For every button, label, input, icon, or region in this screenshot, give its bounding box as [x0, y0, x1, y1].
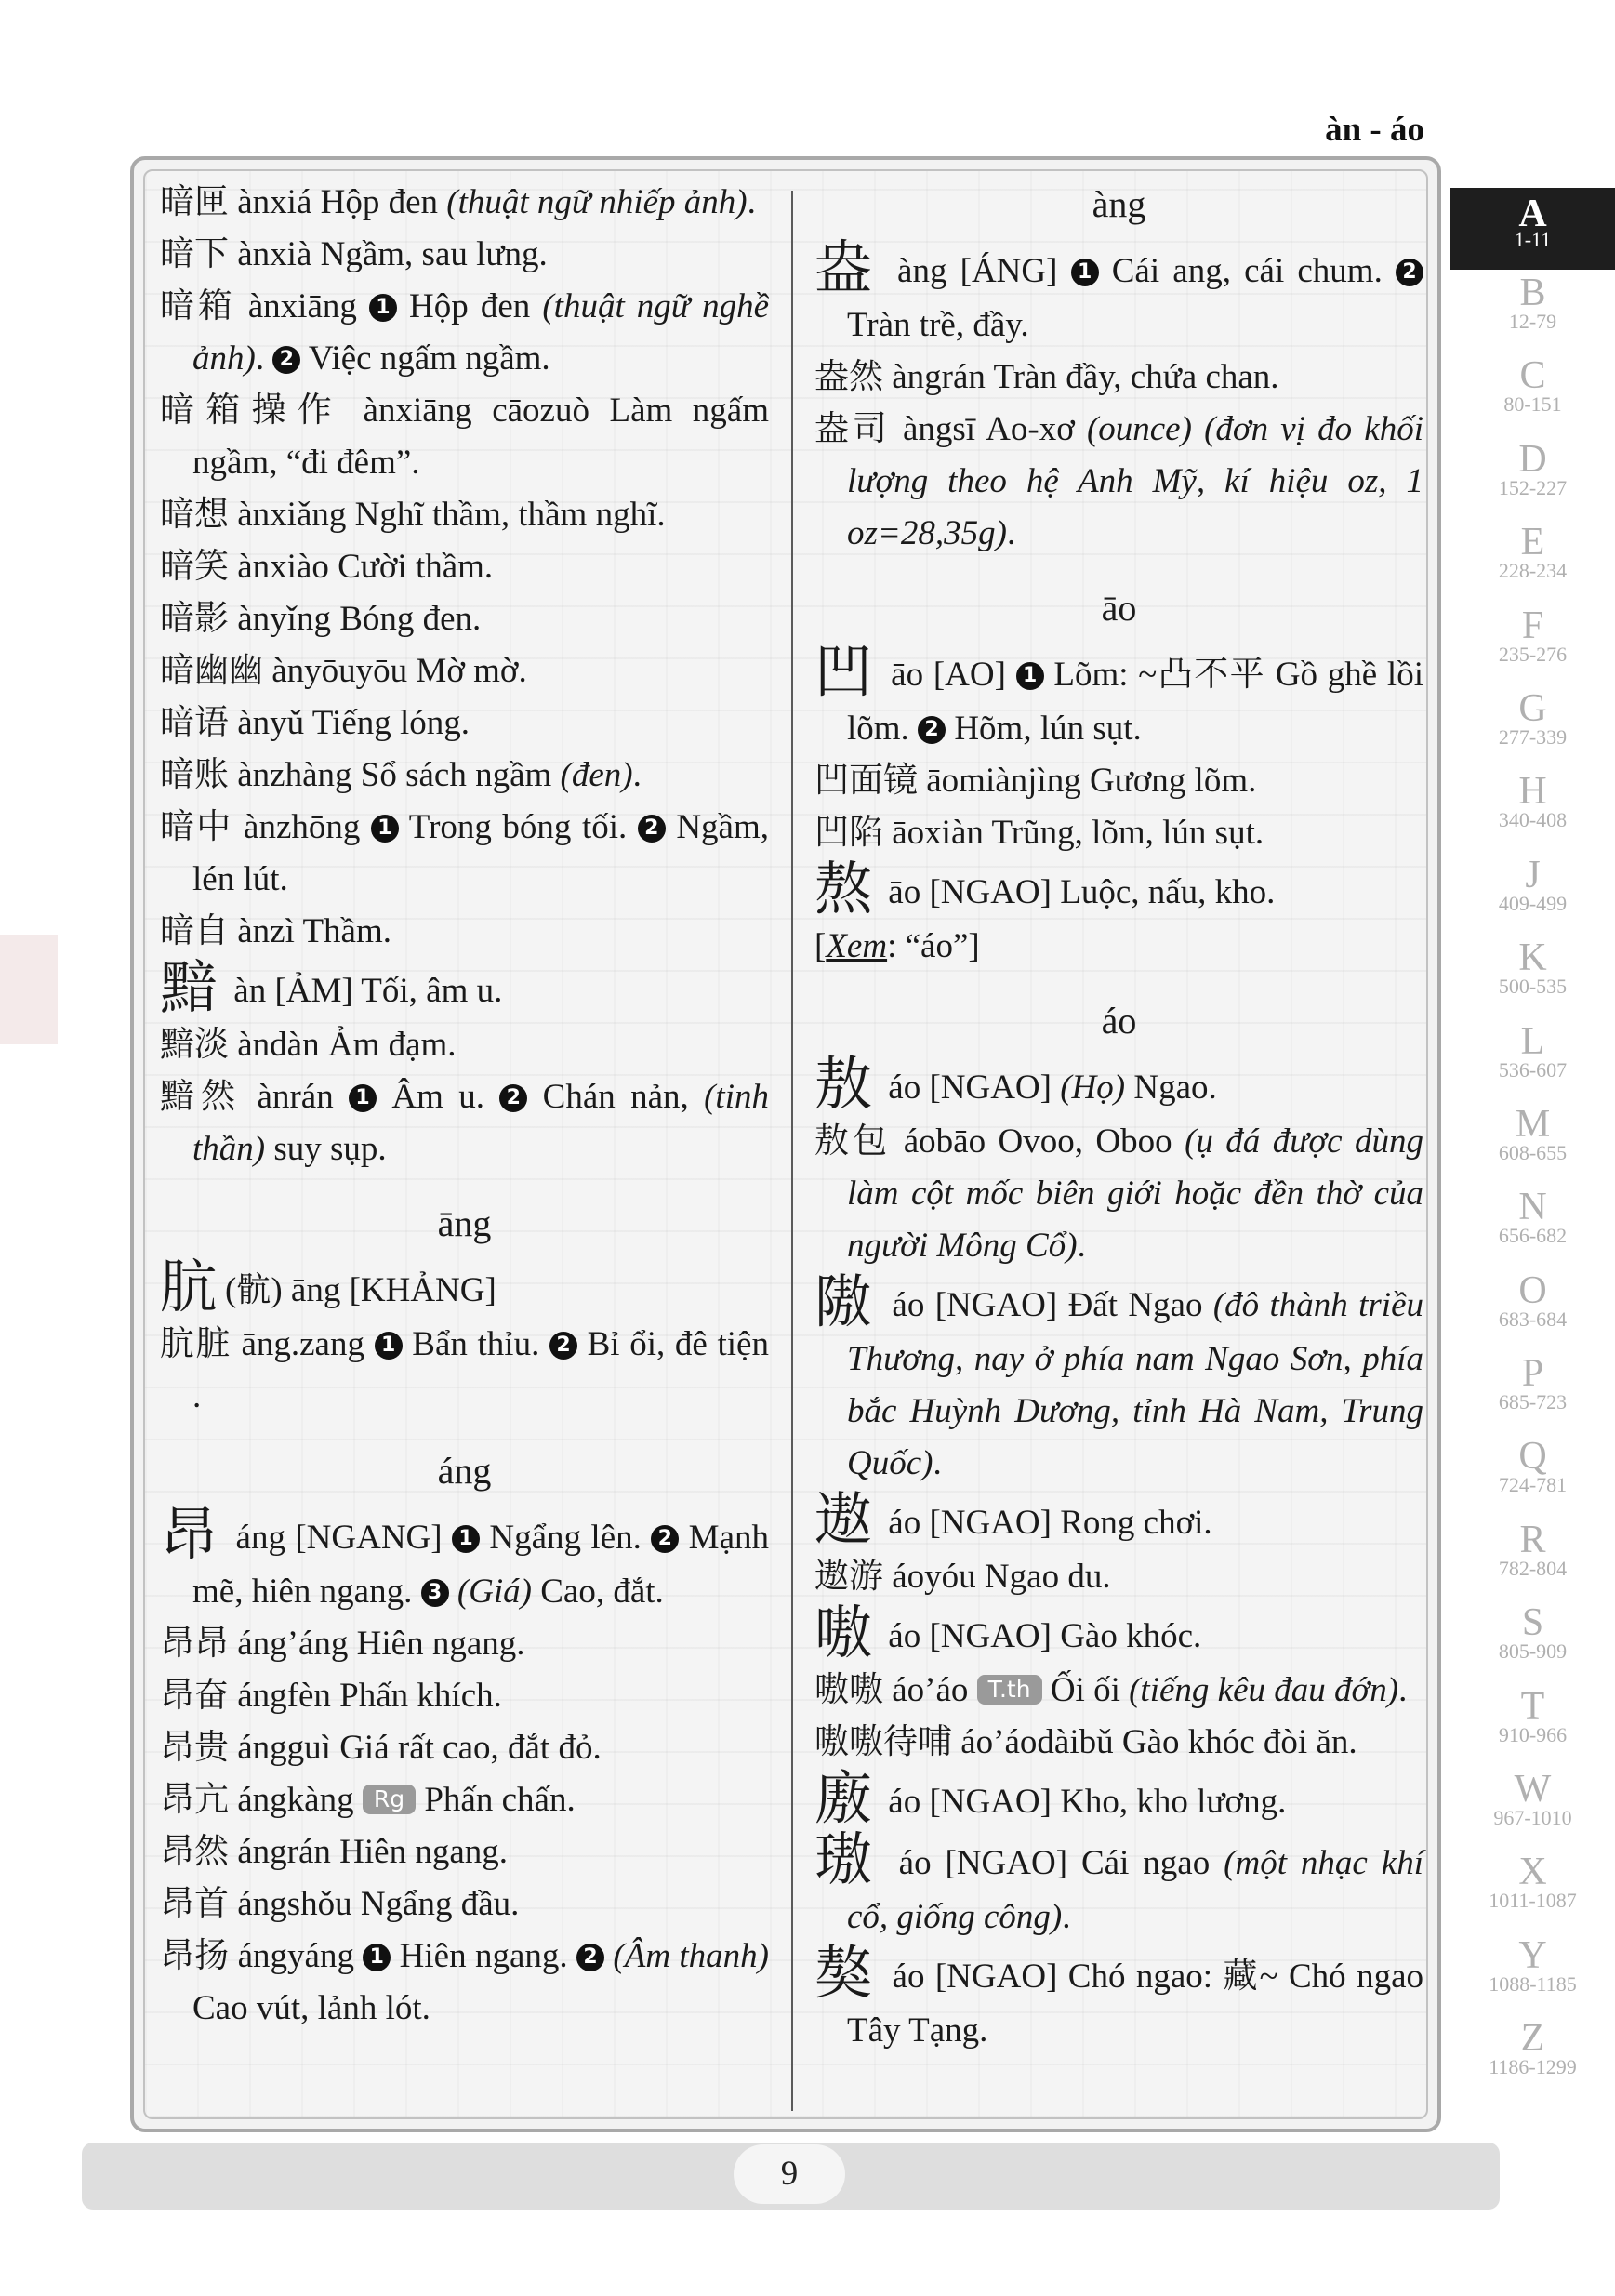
- entry-text: áo [NGAO]: [880, 1068, 1061, 1107]
- section-heading: áo: [1101, 1000, 1137, 1042]
- letter-tab-j[interactable]: [1450, 852, 1615, 935]
- letter-tab-w[interactable]: [1450, 1766, 1615, 1849]
- entry-text: 暗影 ànyǐng Bóng đen.: [160, 600, 482, 638]
- entry-text: .: [1062, 1898, 1071, 1936]
- dictionary-entry: [814, 404, 1423, 560]
- usage-tag: T.th: [977, 1675, 1042, 1705]
- entry-text: áo [NGAO] Rong chơi.: [880, 1504, 1212, 1542]
- letter-tab-letter: H: [1518, 770, 1547, 814]
- headword-character: 廒: [814, 1768, 873, 1831]
- dictionary-entry: [814, 1665, 1423, 1717]
- letter-tab-letter: R: [1519, 1518, 1546, 1561]
- letter-tab-c[interactable]: [1450, 352, 1615, 435]
- letter-tab-r[interactable]: [1450, 1517, 1615, 1599]
- entry-text: [604, 1937, 613, 1975]
- letter-tab-letter: O: [1518, 1268, 1547, 1312]
- dictionary-entry: [160, 1319, 769, 1423]
- headword-character: 獒: [814, 1943, 875, 2006]
- entry-text: Hõm, lún sụt.: [946, 710, 1142, 748]
- dictionary-entry: [814, 1551, 1423, 1603]
- entry-note: (thuật ngữ nhiếp ảnh): [446, 183, 748, 221]
- sense-number-badge: 1: [369, 294, 397, 322]
- dictionary-entry: [814, 352, 1423, 404]
- letter-tab-letter: D: [1518, 437, 1547, 481]
- entry-note: (Họ): [1060, 1068, 1126, 1107]
- letter-tab-letter: Y: [1518, 1933, 1547, 1977]
- letter-tab-o[interactable]: [1450, 1267, 1615, 1350]
- entry-text: suy sụp.: [265, 1130, 387, 1168]
- letter-tab-page-range: 1011-1087: [1489, 1889, 1577, 1913]
- letter-tab-a[interactable]: [1450, 188, 1615, 270]
- left-column: [160, 177, 769, 2035]
- headword-character: 昂: [160, 1504, 219, 1567]
- entry-text: áo [NGAO] Đất Ngao: [881, 1286, 1213, 1324]
- dictionary-entry: [814, 1717, 1423, 1769]
- letter-tab-page-range: 805-909: [1498, 1639, 1568, 1664]
- letter-tab-f[interactable]: [1450, 603, 1615, 685]
- entry-note: (thuật ngữ nghề ảnh): [192, 287, 769, 378]
- sense-number-badge: 1: [363, 1944, 391, 1971]
- letter-tab-letter: W: [1514, 1768, 1552, 1812]
- dictionary-entry: [160, 177, 769, 229]
- letter-tab-m[interactable]: [1450, 1101, 1615, 1184]
- letter-tab-page-range: 340-408: [1498, 808, 1568, 832]
- entry-text: .: [632, 756, 642, 794]
- headword-character: 敖: [814, 1054, 873, 1117]
- entry-text: Ngao.: [1125, 1068, 1217, 1107]
- entry-text: (骯) āng [KHẢNG]: [225, 1271, 496, 1309]
- entry-text: Chán nản,: [527, 1078, 705, 1116]
- dictionary-entry: [814, 921, 1423, 973]
- entry-text: [: [814, 927, 827, 965]
- dictionary-entry: [814, 807, 1423, 859]
- dictionary-entry: [160, 541, 769, 593]
- letter-tab-y[interactable]: [1450, 1932, 1615, 2015]
- entry-text: 暗账 ànzhàng Sổ sách ngầm: [160, 756, 561, 794]
- dictionary-entry: [814, 1490, 1423, 1551]
- letter-tab-page-range: 536-607: [1498, 1057, 1568, 1082]
- entry-text: 敖包 áobāo Ovoo, Oboo: [814, 1122, 1185, 1161]
- dictionary-entry: [814, 1055, 1423, 1116]
- sense-number-badge: 2: [651, 1525, 679, 1553]
- entry-text: Việc ngấm ngầm.: [300, 339, 550, 378]
- sense-number-badge: 2: [638, 815, 666, 843]
- sense-number-badge: 1: [1071, 259, 1099, 286]
- letter-tab-s[interactable]: [1450, 1599, 1615, 1682]
- section-heading: àng: [1092, 183, 1146, 225]
- dictionary-entry: [814, 1769, 1423, 1830]
- entry-text: 遨游 áoyóu Ngao du.: [814, 1558, 1111, 1596]
- entry-text: Ngẩng lên.: [480, 1519, 652, 1557]
- dictionary-entry: [160, 906, 769, 958]
- entry-text: 盎司 àngsī Ao-xơ: [814, 410, 1087, 448]
- entry-text: 凹陷 āoxiàn Trũng, lõm, lún sụt.: [814, 814, 1264, 852]
- letter-tab-letter: Z: [1520, 2017, 1545, 2061]
- dictionary-entry: [160, 1670, 769, 1722]
- letter-tab-x[interactable]: [1450, 1849, 1615, 1931]
- dictionary-entry: [160, 1826, 769, 1878]
- dictionary-entry: [160, 1019, 769, 1071]
- letter-tab-page-range: 1186-1299: [1489, 2055, 1577, 2079]
- entry-text: 昂然 ángrán Hiên ngang.: [160, 1833, 509, 1871]
- entry-text: 昂首 ángshǒu Ngẩng đầu.: [160, 1885, 520, 1923]
- headword-character: 隞: [814, 1271, 875, 1334]
- dictionary-entry: [814, 859, 1423, 921]
- entry-text: Tràn trề, đầy.: [847, 306, 1029, 344]
- letter-tab-letter: G: [1518, 686, 1547, 730]
- sense-number-badge: 1: [1016, 662, 1044, 690]
- headword-character: 熬: [814, 858, 873, 922]
- sense-number-badge: 1: [452, 1525, 480, 1553]
- sense-number-badge: 1: [375, 1332, 403, 1360]
- letter-tab-g[interactable]: [1450, 685, 1615, 768]
- letter-tab-letter: Q: [1518, 1435, 1547, 1479]
- letter-tab-h[interactable]: [1450, 768, 1615, 851]
- letter-tab-page-range: 80-151: [1503, 392, 1562, 417]
- entry-note: (đô thành triều Thương, nay ở phía nam Ngao Sơn, phía bắc Huỳnh Dương, tỉnh Hà Nam, Trung Quốc): [847, 1286, 1423, 1482]
- entry-text: Bẩn thỉu.: [402, 1325, 549, 1363]
- entry-text: : “áo”]: [887, 927, 980, 965]
- usage-tag: Rg: [363, 1785, 416, 1814]
- dictionary-entry: [160, 1071, 769, 1175]
- letter-tab-page-range: 685-723: [1498, 1390, 1568, 1414]
- dictionary-entry: [160, 281, 769, 385]
- letter-tab-page-range: 12-79: [1508, 310, 1557, 333]
- letter-tab-letter: X: [1518, 1851, 1547, 1894]
- letter-tab-letter: N: [1518, 1186, 1547, 1229]
- entry-text: .: [1398, 1671, 1408, 1709]
- dictionary-entry: [160, 645, 769, 697]
- letter-tab-z[interactable]: [1450, 2015, 1615, 2098]
- letter-tab-t[interactable]: [1450, 1683, 1615, 1766]
- entry-text: 盎然 àngrán Tràn đầy, chứa chan.: [814, 358, 1279, 396]
- entry-text: Cao, đắt.: [531, 1573, 664, 1611]
- dictionary-entry: [814, 1603, 1423, 1665]
- entry-text: áo [NGAO] Kho, kho lương.: [880, 1783, 1287, 1821]
- entry-text: áo [NGAO] Cái ngao: [884, 1844, 1224, 1882]
- letter-tab-letter: A: [1518, 192, 1547, 235]
- headword-character: 遨: [814, 1489, 873, 1552]
- entry-text: 昂昂 áng’áng Hiên ngang.: [160, 1625, 525, 1663]
- right-column: [814, 177, 1423, 2057]
- dictionary-entry: [814, 642, 1423, 755]
- entry-text: áo [NGAO] Gào khóc.: [880, 1617, 1202, 1655]
- letter-tab-letter: P: [1521, 1352, 1544, 1396]
- sense-number-badge: 2: [272, 346, 300, 374]
- dictionary-entry: [160, 385, 769, 489]
- letter-tab-b[interactable]: [1450, 270, 1615, 352]
- sense-number-badge: 2: [549, 1332, 577, 1360]
- letter-tab-n[interactable]: [1450, 1184, 1615, 1267]
- headword-character: 凹: [814, 641, 874, 704]
- entry-text: 暗箱 ànxiāng: [160, 287, 369, 325]
- entry-text: Hiên ngang.: [391, 1937, 577, 1975]
- letter-tab-page-range: 782-804: [1498, 1556, 1568, 1580]
- entry-text: 肮脏 āng.zang: [160, 1325, 375, 1363]
- entry-text: 暗幽幽 ànyōuyōu Mờ mờ.: [160, 652, 527, 690]
- entry-text: Bỉ ổi, đê tiện .: [192, 1325, 769, 1415]
- entry-note: (ounce) (đơn vị đo khối lượng theo hệ Anh Mỹ, kí hiệu oz, 1 oz=28,35g): [847, 410, 1424, 552]
- letter-tab-e[interactable]: [1450, 519, 1615, 602]
- letter-tab-page-range: 608-655: [1498, 1140, 1568, 1164]
- sense-number-badge: 2: [918, 716, 946, 744]
- entry-text: 黯然 ànrán: [160, 1078, 350, 1116]
- entry-note: (Giá): [457, 1573, 532, 1611]
- entry-text: 昂贵 ángguì Giá rất cao, đắt đỏ.: [160, 1729, 602, 1767]
- entry-text: Trong bóng tối.: [398, 808, 638, 846]
- sense-number-badge: 3: [421, 1579, 449, 1607]
- entry-text: .: [747, 183, 756, 221]
- sense-number-badge: 2: [499, 1084, 527, 1112]
- side-edge-mark: [0, 935, 58, 1044]
- entry-text: Cái ang, cái chum.: [1098, 252, 1396, 290]
- dictionary-entry: [814, 238, 1423, 352]
- entry-text: 暗语 ànyǔ Tiếng lóng.: [160, 704, 470, 742]
- entry-note: (Âm thanh): [613, 1937, 769, 1975]
- letter-tab-page-range: 910-966: [1498, 1722, 1568, 1746]
- page-header-range: àn - áo: [1325, 111, 1424, 149]
- letter-tab-q[interactable]: [1450, 1433, 1615, 1516]
- letter-tab-letter: J: [1525, 853, 1541, 896]
- letter-tab-page-range: 228-234: [1498, 559, 1568, 583]
- entry-text: Âm u.: [377, 1078, 500, 1116]
- dictionary-entry: [160, 1878, 769, 1931]
- dictionary-entry: [814, 1944, 1423, 2057]
- entry-text: Lõm: ~凸不平 Gồ ghề lồi lõm.: [847, 656, 1423, 748]
- entry-text: 嗷嗷待哺 áo’áodàibǔ Gào khóc đòi ăn.: [814, 1723, 1357, 1761]
- entry-text: áng [NGANG]: [226, 1519, 452, 1557]
- entry-text: áo [NGAO] Chó ngao: 藏~ Chó ngao Tây Tạng.: [847, 1958, 1423, 2050]
- entry-text: 昂亢 ángkàng: [160, 1781, 363, 1819]
- letter-tab-page-range: 1-11: [1514, 228, 1552, 251]
- dictionary-entry: [160, 1722, 769, 1774]
- entry-text: Cao vút, lảnh lót.: [192, 1989, 430, 2027]
- entry-note: (tiếng kêu đau đớn): [1129, 1671, 1399, 1709]
- entry-note: (đen): [560, 756, 633, 794]
- entry-text: àn [ẢM] Tối, âm u.: [225, 972, 503, 1010]
- sense-number-badge: 1: [349, 1084, 377, 1112]
- entry-text: Mạnh mẽ, hiên ngang.: [192, 1519, 769, 1611]
- dictionary-entry: [160, 489, 769, 541]
- entry-text: Ngầm, lén lút.: [192, 808, 769, 898]
- letter-tab-letter: L: [1520, 1019, 1545, 1063]
- dictionary-entry: [160, 1618, 769, 1670]
- entry-text: 嗷嗷 áo’áo: [814, 1671, 977, 1709]
- entry-text: 昂扬 ángyáng: [160, 1937, 364, 1975]
- column-divider: [791, 191, 793, 2111]
- page-number: 9: [734, 2144, 845, 2204]
- entry-text: 暗下 ànxià Ngầm, sau lưng.: [160, 235, 548, 273]
- entry-note: (tinh thần): [192, 1078, 769, 1168]
- letter-tab-page-range: 683-684: [1498, 1307, 1568, 1331]
- letter-tab-letter: M: [1515, 1102, 1551, 1146]
- entry-note: (một nhạc khí cổ, giống công): [847, 1844, 1424, 1936]
- entry-text: 黯淡 àndàn Ảm đạm.: [160, 1026, 457, 1064]
- dictionary-entry: [814, 1116, 1423, 1272]
- entry-text: āo [NGAO] Luộc, nấu, kho.: [880, 873, 1276, 911]
- letter-tab-page-range: 409-499: [1498, 891, 1568, 915]
- entry-text: .: [1006, 514, 1016, 552]
- entry-text: 凹面镜 āomiànjìng Gương lõm.: [814, 762, 1257, 800]
- headword-character: 盎: [814, 237, 877, 300]
- entry-text: 昂奋 ángfèn Phấn khích.: [160, 1677, 502, 1715]
- dictionary-entry: [160, 229, 769, 281]
- letter-tab-p[interactable]: [1450, 1350, 1615, 1433]
- entry-text: Ối ối: [1041, 1671, 1130, 1709]
- letter-tab-letter: K: [1518, 936, 1547, 980]
- entry-text: .: [1077, 1227, 1086, 1265]
- entry-text: 暗想 ànxiǎng Nghĩ thầm, thầm nghĩ.: [160, 496, 666, 534]
- cross-reference-label: Xem: [826, 927, 888, 965]
- dictionary-entry: [160, 958, 769, 1019]
- letter-tab-page-range: 724-781: [1498, 1473, 1568, 1497]
- letter-tab-letter: T: [1520, 1684, 1545, 1728]
- letter-tab-letter: C: [1519, 354, 1546, 398]
- headword-character: 璈: [814, 1829, 878, 1892]
- entry-text: Phấn chấn.: [416, 1781, 576, 1819]
- section-heading: áng: [437, 1450, 492, 1492]
- entry-text: Hộp đen: [396, 287, 543, 325]
- letter-tab-page-range: 152-227: [1498, 475, 1568, 499]
- entry-text: àng [ÁNG]: [883, 252, 1071, 290]
- entry-text: [449, 1573, 457, 1611]
- sense-number-badge: 2: [576, 1944, 604, 1971]
- entry-text: āo [AO]: [880, 656, 1016, 694]
- letter-tab-page-range: 656-682: [1498, 1224, 1568, 1248]
- entry-note: (ụ đá được dùng làm cột mốc biên giới hoặc đền thờ của người Mông Cổ): [847, 1122, 1423, 1265]
- dictionary-entry: [160, 1505, 769, 1618]
- letter-tab-letter: B: [1519, 272, 1546, 314]
- section-heading: āo: [1101, 587, 1137, 629]
- dictionary-entry: [160, 697, 769, 750]
- letter-tab-page-range: 277-339: [1498, 724, 1568, 749]
- letter-tab-letter: S: [1521, 1601, 1544, 1645]
- dictionary-entry: [814, 1272, 1423, 1490]
- letter-tab-page-range: 500-535: [1498, 975, 1568, 999]
- headword-character: 嗷: [814, 1602, 873, 1666]
- dictionary-entry: [160, 1257, 769, 1319]
- entry-text: 暗匣 ànxiá Hộp đen: [160, 183, 447, 221]
- letter-tab-page-range: 235-276: [1498, 642, 1568, 666]
- section-heading: āng: [437, 1202, 492, 1244]
- entry-text: 暗自 ànzì Thầm.: [160, 912, 392, 950]
- sense-number-badge: 2: [1396, 259, 1423, 286]
- entry-text: .: [255, 339, 273, 378]
- dictionary-entry: [160, 750, 769, 802]
- letter-tab-k[interactable]: [1450, 935, 1615, 1017]
- sense-number-badge: 1: [371, 815, 399, 843]
- letter-tab-l[interactable]: [1450, 1018, 1615, 1101]
- letter-index-tabs: [1450, 188, 1615, 2099]
- headword-character: 黯: [160, 957, 218, 1020]
- dictionary-entry: [160, 1931, 769, 2035]
- letter-tab-letter: F: [1521, 604, 1544, 647]
- letter-tab-page-range: 1088-1185: [1489, 1971, 1577, 1996]
- entry-text: .: [933, 1444, 942, 1482]
- dictionary-entry: [814, 755, 1423, 807]
- entry-text: 暗笑 ànxiào Cười thầm.: [160, 548, 494, 586]
- letter-tab-page-range: 967-1010: [1493, 1806, 1572, 1830]
- entry-text: 暗箱操作 ànxiāng cāozuò Làm ngấm ngầm, “đi đêm”.: [160, 392, 769, 482]
- letter-tab-d[interactable]: [1450, 436, 1615, 519]
- headword-character: 肮: [160, 1256, 218, 1320]
- dictionary-entry: [160, 1774, 769, 1826]
- dictionary-entry: [160, 802, 769, 906]
- entry-text: 暗中 ànzhōng: [160, 808, 371, 846]
- dictionary-entry: [160, 593, 769, 645]
- dictionary-entry: [814, 1830, 1423, 1944]
- letter-tab-letter: E: [1520, 521, 1545, 564]
